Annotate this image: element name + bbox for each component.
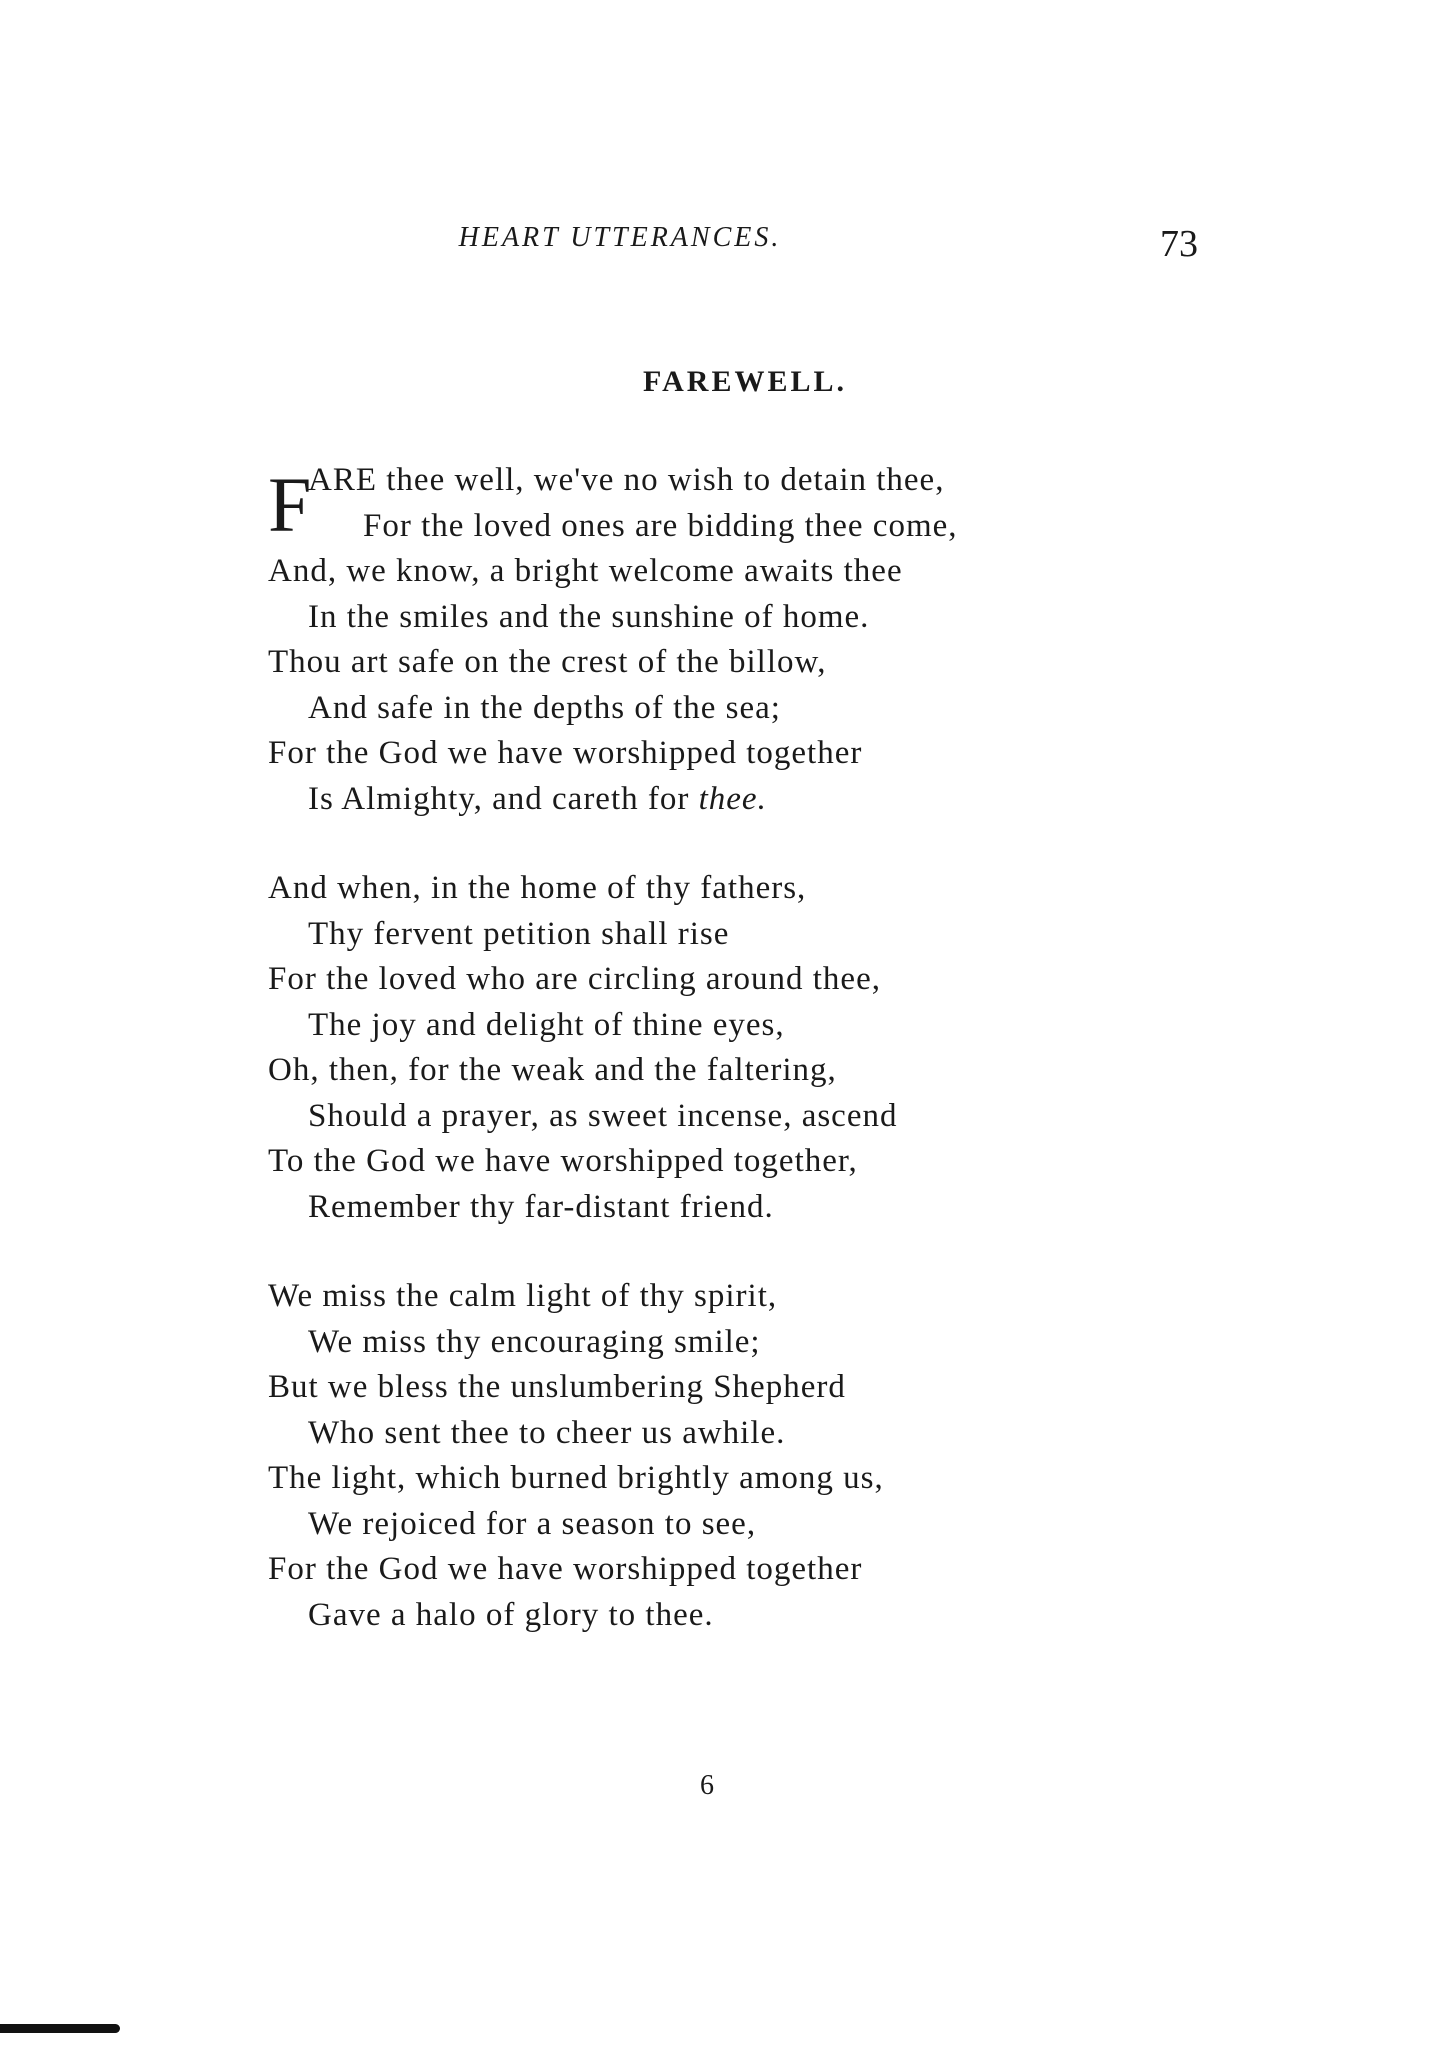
- stanza-3: [268, 1274, 1188, 1638]
- poem-line: [268, 504, 1188, 550]
- page-edge-mark: [0, 2024, 120, 2033]
- poem-line: And, we know, a bright welcome awaits thee: [268, 553, 903, 589]
- poem-line: Should a prayer, as sweet incense, ascend: [308, 1097, 898, 1134]
- signature-mark: 6: [700, 1770, 714, 1801]
- poem-line: We miss thy encouraging smile;: [308, 1323, 761, 1360]
- poem-line: Thy fervent petition shall rise: [308, 915, 730, 952]
- poem-line: In the smiles and the sunshine of home.: [308, 598, 870, 635]
- poem-line: And safe in the depths of the sea;: [308, 689, 781, 726]
- running-title: HEART UTTERANCES.: [458, 222, 782, 253]
- poem-line: [268, 777, 1188, 823]
- poem-line: And when, in the home of thy fathers,: [268, 870, 807, 906]
- poem-line: Who sent thee to cheer us awhile.: [308, 1414, 786, 1451]
- poem-line-text: For the loved ones are bidding thee come,: [363, 507, 958, 544]
- page-number: 73: [1160, 223, 1198, 265]
- poem-line: Oh, then, for the weak and the faltering,: [268, 1052, 837, 1088]
- poem-title: FAREWELL.: [643, 365, 847, 398]
- poem-line: To the God we have worshipped together,: [268, 1143, 858, 1179]
- stanza-1: [268, 458, 1188, 822]
- poem-line: For the God we have worshipped together: [268, 735, 863, 771]
- poem-line: We miss the calm light of thy spirit,: [268, 1278, 778, 1314]
- poem-line: But we bless the unslumbering Shepherd: [268, 1369, 846, 1405]
- poem-line: Thou art safe on the crest of the billow,: [268, 644, 827, 680]
- poem-body: [268, 458, 1188, 1682]
- running-head: [0, 222, 1440, 265]
- italic-word: thee.: [698, 780, 767, 817]
- drop-cap: F: [268, 461, 313, 548]
- poem-line: Remember thy far-distant friend.: [308, 1188, 774, 1225]
- poem-line: The joy and delight of thine eyes,: [308, 1006, 785, 1043]
- poem-line: For the God we have worshipped together: [268, 1551, 863, 1587]
- poem-line: We rejoiced for a season to see,: [308, 1505, 757, 1542]
- poem-line-text: Is Almighty, and careth for: [308, 780, 690, 817]
- poem-line-text: ARE thee well, we've no wish to detain thee,: [308, 462, 945, 498]
- poem-line: For the loved who are circling around thee,: [268, 961, 881, 997]
- stanza-2: [268, 866, 1188, 1230]
- poem-line: The light, which burned brightly among us,: [268, 1460, 884, 1496]
- poem-line: Gave a halo of glory to thee.: [308, 1596, 714, 1633]
